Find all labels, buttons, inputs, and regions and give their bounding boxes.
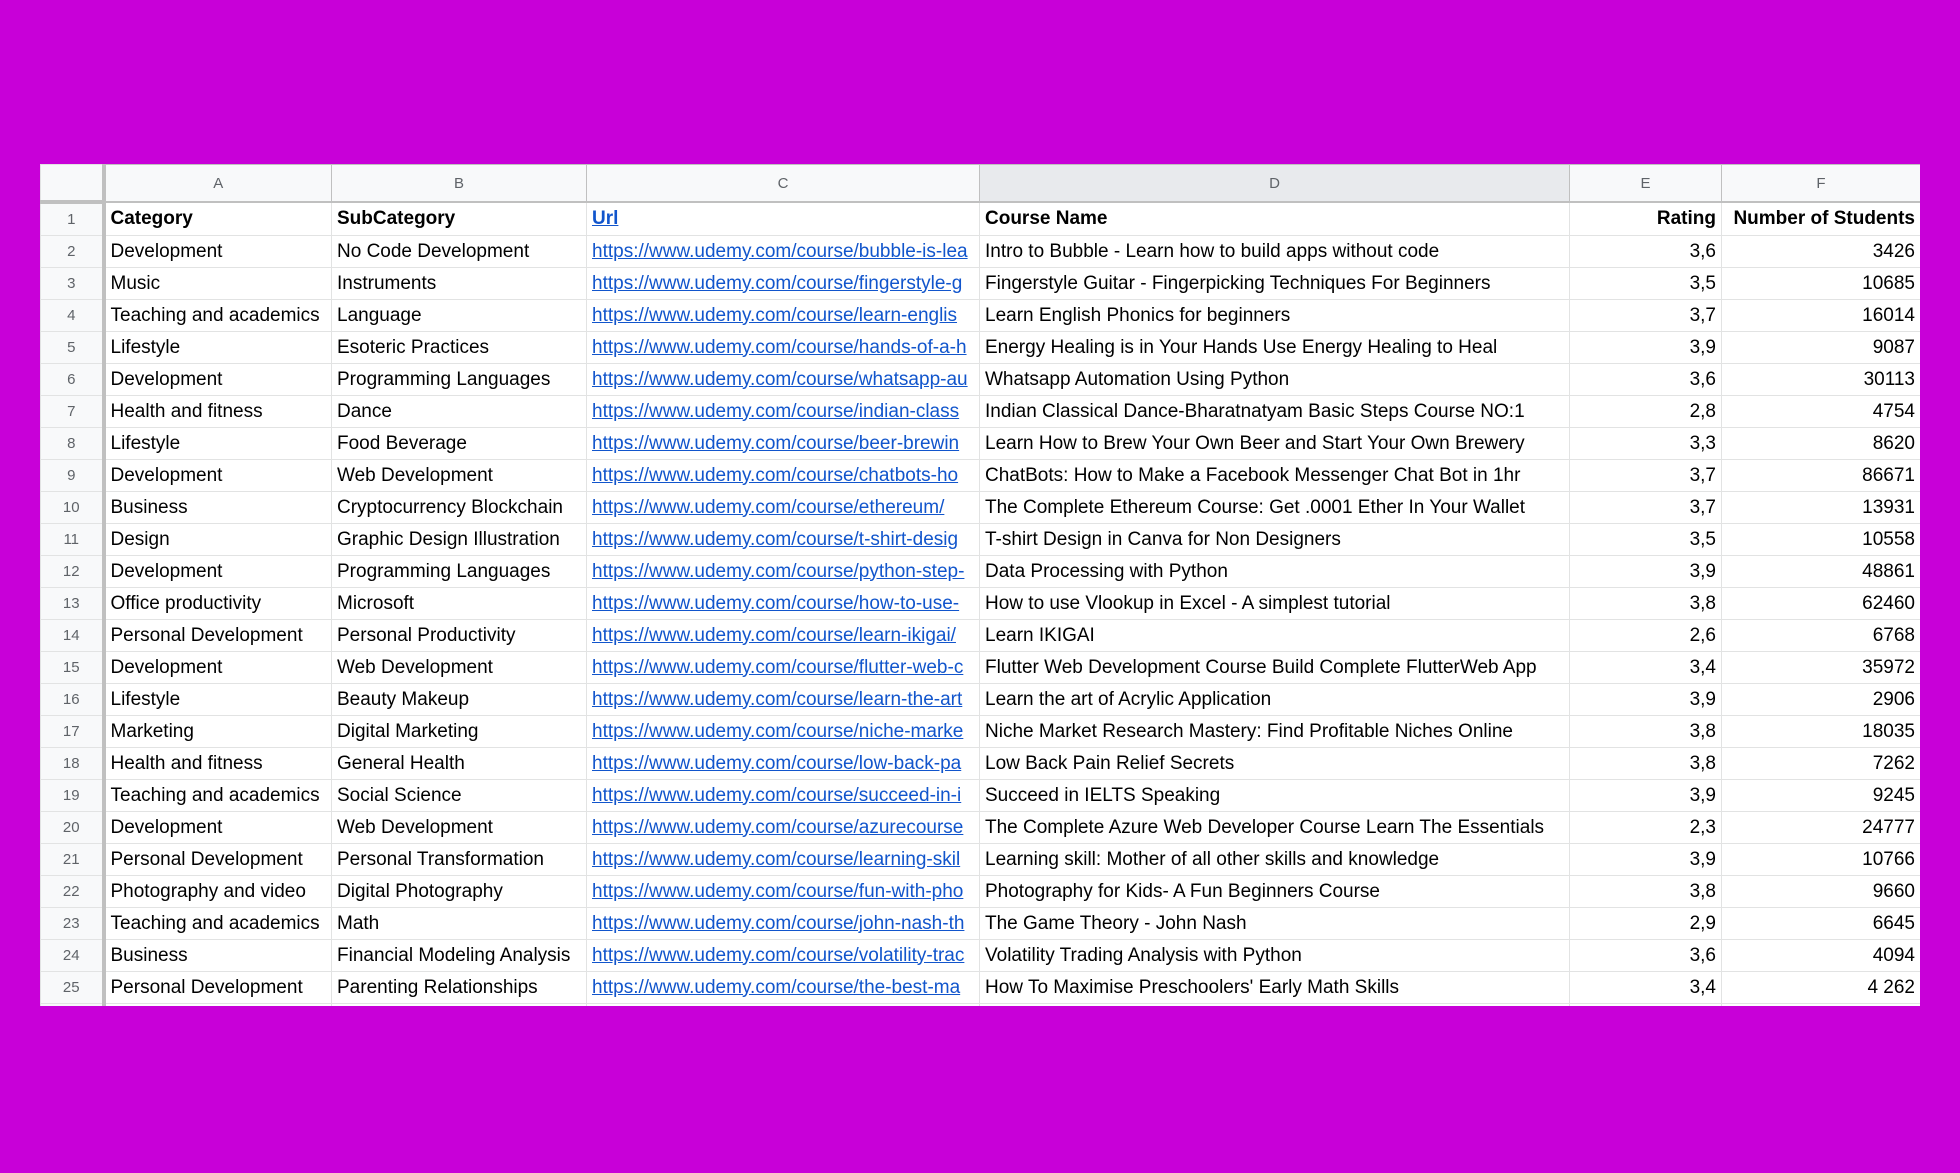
cell-category[interactable]: Business (104, 492, 332, 524)
cell-category[interactable]: Teaching and academics (104, 300, 332, 332)
cell-course-name[interactable]: T-shirt Design in Canva for Non Designers (980, 524, 1570, 556)
cell-url[interactable]: https://www.udemy.com/course/succeed-in-i (587, 780, 980, 812)
cell-url[interactable]: https://www.udemy.com/course/flutter-web-c (587, 652, 980, 684)
cell-subcategory[interactable]: Dance (332, 396, 587, 428)
cell-students[interactable]: 10766 (1722, 844, 1921, 876)
cell-url[interactable]: https://www.udemy.com/course/volatility-trac (587, 940, 980, 972)
cell-students[interactable]: 4094 (1722, 940, 1921, 972)
cell-course-name[interactable]: Succeed in IELTS Speaking (980, 780, 1570, 812)
row-number[interactable]: 19 (41, 780, 104, 812)
table-row (41, 1004, 1921, 1007)
cell-subcategory[interactable]: Esoteric Practices (332, 332, 587, 364)
cell-category[interactable]: Personal Development (104, 620, 332, 652)
row-number[interactable]: 12 (41, 556, 104, 588)
row-number[interactable]: 20 (41, 812, 104, 844)
cell-category[interactable]: Office productivity (104, 588, 332, 620)
cell-rating[interactable]: 3,4 (1570, 972, 1722, 1004)
cell-rating[interactable]: 3,6 (1570, 236, 1722, 268)
table-row (41, 492, 1921, 524)
cell-students[interactable]: 7262 (1722, 748, 1921, 780)
cell-rating[interactable]: 3,9 (1570, 332, 1722, 364)
cell-url[interactable]: https://www.udemy.com/course/niche-marke (587, 716, 980, 748)
table-row (41, 684, 1921, 716)
table-row (41, 972, 1921, 1004)
table-row (41, 524, 1921, 556)
row-number[interactable]: 25 (41, 972, 104, 1004)
header-cell-category[interactable]: Category (104, 202, 332, 236)
cell-subcategory[interactable]: Instruments (332, 268, 587, 300)
cell-students[interactable]: 6645 (1722, 908, 1921, 940)
cell-course-name[interactable]: Intro to Bubble - Learn how to build apps without code (980, 236, 1570, 268)
cell-subcategory[interactable]: Personal Productivity (332, 620, 587, 652)
cell-students[interactable]: 9660 (1722, 876, 1921, 908)
column-header-d[interactable]: D (980, 165, 1570, 203)
cell-url[interactable]: https://www.udemy.com/course/low-back-pa (587, 748, 980, 780)
cell-rating[interactable]: 3,8 (1570, 716, 1722, 748)
cell-course-name[interactable]: Fingerstyle Guitar - Fingerpicking Techniques For Beginners (980, 268, 1570, 300)
row-number[interactable]: 15 (41, 652, 104, 684)
cell-subcategory[interactable]: Math (332, 908, 587, 940)
row-number[interactable]: 16 (41, 684, 104, 716)
cell-subcategory[interactable]: No Code Development (332, 236, 587, 268)
cell-category[interactable]: Photography and video (104, 876, 332, 908)
row-number[interactable]: 9 (41, 460, 104, 492)
cell-subcategory[interactable]: Language (332, 300, 587, 332)
cell-category[interactable]: Business (104, 940, 332, 972)
empty-cell[interactable] (1722, 1004, 1921, 1007)
table-row (41, 844, 1921, 876)
cell-url[interactable]: https://www.udemy.com/course/fingerstyle-g (587, 268, 980, 300)
row-number[interactable]: 13 (41, 588, 104, 620)
row-number[interactable]: 24 (41, 940, 104, 972)
table-row (41, 300, 1921, 332)
cell-category[interactable]: Music (104, 268, 332, 300)
cell-rating[interactable]: 3,4 (1570, 652, 1722, 684)
table-row (41, 652, 1921, 684)
cell-subcategory[interactable]: Digital Marketing (332, 716, 587, 748)
cell-students[interactable]: 4754 (1722, 396, 1921, 428)
cell-subcategory[interactable]: Programming Languages (332, 556, 587, 588)
cell-subcategory[interactable]: Web Development (332, 460, 587, 492)
cell-subcategory[interactable]: Digital Photography (332, 876, 587, 908)
empty-cell[interactable] (980, 1004, 1570, 1007)
cell-rating[interactable]: 3,5 (1570, 268, 1722, 300)
data-table (40, 164, 1920, 1006)
cell-url[interactable]: https://www.udemy.com/course/whatsapp-au (587, 364, 980, 396)
cell-subcategory[interactable]: Social Science (332, 780, 587, 812)
cell-rating[interactable]: 3,9 (1570, 844, 1722, 876)
cell-course-name[interactable]: How to use Vlookup in Excel - A simplest tutorial (980, 588, 1570, 620)
cell-course-name[interactable]: The Complete Ethereum Course: Get .0001 Ether In Your Wallet (980, 492, 1570, 524)
cell-students[interactable]: 6768 (1722, 620, 1921, 652)
cell-url[interactable]: https://www.udemy.com/course/chatbots-ho (587, 460, 980, 492)
cell-course-name[interactable]: Niche Market Research Mastery: Find Profitable Niches Online (980, 716, 1570, 748)
cell-course-name[interactable]: Learning skill: Mother of all other skills and knowledge (980, 844, 1570, 876)
empty-cell[interactable] (332, 1004, 587, 1007)
cell-category[interactable]: Health and fitness (104, 396, 332, 428)
empty-cell[interactable] (1570, 1004, 1722, 1007)
cell-category[interactable]: Development (104, 364, 332, 396)
cell-rating[interactable]: 2,8 (1570, 396, 1722, 428)
cell-students[interactable]: 10685 (1722, 268, 1921, 300)
column-header-e[interactable]: E (1570, 165, 1722, 203)
cell-rating[interactable]: 3,8 (1570, 588, 1722, 620)
cell-course-name[interactable]: Flutter Web Development Course Build Complete FlutterWeb App (980, 652, 1570, 684)
cell-students[interactable]: 3426 (1722, 236, 1921, 268)
row-number[interactable]: 4 (41, 300, 104, 332)
cell-url[interactable]: https://www.udemy.com/course/how-to-use- (587, 588, 980, 620)
cell-course-name[interactable]: The Complete Azure Web Developer Course Learn The Essentials (980, 812, 1570, 844)
row-number[interactable]: 3 (41, 268, 104, 300)
cell-url[interactable]: https://www.udemy.com/course/azurecourse (587, 812, 980, 844)
cell-course-name[interactable]: Learn IKIGAI (980, 620, 1570, 652)
table-row (41, 236, 1921, 268)
cell-course-name[interactable]: Learn the art of Acrylic Application (980, 684, 1570, 716)
row-number[interactable]: 23 (41, 908, 104, 940)
cell-rating[interactable]: 3,8 (1570, 748, 1722, 780)
row-number[interactable]: 8 (41, 428, 104, 460)
row-number[interactable]: 17 (41, 716, 104, 748)
column-header-f[interactable]: F (1722, 165, 1921, 203)
table-row (41, 268, 1921, 300)
cell-students[interactable]: 4 262 (1722, 972, 1921, 1004)
table-row (41, 812, 1921, 844)
cell-students[interactable]: 16014 (1722, 300, 1921, 332)
cell-rating[interactable]: 3,7 (1570, 492, 1722, 524)
cell-subcategory[interactable]: Personal Transformation (332, 844, 587, 876)
header-cell-students[interactable]: Number of Students (1722, 202, 1921, 236)
cell-url[interactable]: https://www.udemy.com/course/python-step- (587, 556, 980, 588)
cell-students[interactable]: 8620 (1722, 428, 1921, 460)
cell-url[interactable]: https://www.udemy.com/course/learn-the-art (587, 684, 980, 716)
row-number[interactable]: 21 (41, 844, 104, 876)
row-number[interactable]: 7 (41, 396, 104, 428)
cell-course-name[interactable]: Energy Healing is in Your Hands Use Energy Healing to Heal (980, 332, 1570, 364)
cell-url[interactable]: https://www.udemy.com/course/t-shirt-desig (587, 524, 980, 556)
cell-url[interactable]: https://www.udemy.com/course/the-best-ma (587, 972, 980, 1004)
column-header-b[interactable]: B (332, 165, 587, 203)
cell-subcategory[interactable]: Programming Languages (332, 364, 587, 396)
cell-students[interactable]: 48861 (1722, 556, 1921, 588)
table-row (41, 780, 1921, 812)
cell-course-name[interactable]: Whatsapp Automation Using Python (980, 364, 1570, 396)
table-row (41, 908, 1921, 940)
cell-subcategory[interactable]: Cryptocurrency Blockchain (332, 492, 587, 524)
cell-students[interactable]: 35972 (1722, 652, 1921, 684)
row-number[interactable]: 6 (41, 364, 104, 396)
cell-url[interactable]: https://www.udemy.com/course/hands-of-a-h (587, 332, 980, 364)
cell-subcategory[interactable]: Web Development (332, 652, 587, 684)
table-row (41, 332, 1921, 364)
cell-rating[interactable]: 3,9 (1570, 556, 1722, 588)
column-header-a[interactable]: A (104, 165, 332, 203)
cell-rating[interactable]: 3,7 (1570, 460, 1722, 492)
cell-url[interactable]: https://www.udemy.com/course/fun-with-pho (587, 876, 980, 908)
cell-students[interactable]: 2906 (1722, 684, 1921, 716)
cell-category[interactable]: Lifestyle (104, 332, 332, 364)
cell-url[interactable]: https://www.udemy.com/course/learn-englis (587, 300, 980, 332)
table-row (41, 588, 1921, 620)
cell-course-name[interactable]: Photography for Kids- A Fun Beginners Course (980, 876, 1570, 908)
cell-category[interactable]: Teaching and academics (104, 908, 332, 940)
cell-url[interactable]: https://www.udemy.com/course/john-nash-th (587, 908, 980, 940)
cell-course-name[interactable]: Learn How to Brew Your Own Beer and Start Your Own Brewery (980, 428, 1570, 460)
cell-rating[interactable]: 3,6 (1570, 364, 1722, 396)
table-row (41, 940, 1921, 972)
cell-rating[interactable]: 3,5 (1570, 524, 1722, 556)
cell-rating[interactable]: 2,9 (1570, 908, 1722, 940)
table-row (41, 620, 1921, 652)
header-row (41, 202, 1921, 236)
cell-subcategory[interactable]: Food Beverage (332, 428, 587, 460)
cell-students[interactable]: 10558 (1722, 524, 1921, 556)
cell-subcategory[interactable]: Beauty Makeup (332, 684, 587, 716)
empty-cell[interactable] (587, 1004, 980, 1007)
cell-students[interactable]: 62460 (1722, 588, 1921, 620)
cell-category[interactable]: Lifestyle (104, 428, 332, 460)
cell-course-name[interactable]: ChatBots: How to Make a Facebook Messenger Chat Bot in 1hr (980, 460, 1570, 492)
cell-url[interactable]: https://www.udemy.com/course/indian-class (587, 396, 980, 428)
header-cell-rating[interactable]: Rating (1570, 202, 1722, 236)
cell-students[interactable]: 9245 (1722, 780, 1921, 812)
cell-url[interactable]: https://www.udemy.com/course/ethereum/ (587, 492, 980, 524)
cell-rating[interactable]: 2,6 (1570, 620, 1722, 652)
cell-subcategory[interactable]: Parenting Relationships (332, 972, 587, 1004)
cell-subcategory[interactable]: Web Development (332, 812, 587, 844)
row-number[interactable]: 18 (41, 748, 104, 780)
cell-category[interactable]: Development (104, 236, 332, 268)
table-row (41, 428, 1921, 460)
cell-students[interactable]: 86671 (1722, 460, 1921, 492)
cell-course-name[interactable]: How To Maximise Preschoolers' Early Math Skills (980, 972, 1570, 1004)
cell-rating[interactable]: 2,3 (1570, 812, 1722, 844)
cell-category[interactable]: Health and fitness (104, 748, 332, 780)
cell-students[interactable]: 18035 (1722, 716, 1921, 748)
cell-rating[interactable]: 3,7 (1570, 300, 1722, 332)
header-cell-course-name[interactable]: Course Name (980, 202, 1570, 236)
cell-rating[interactable]: 3,3 (1570, 428, 1722, 460)
row-number[interactable]: 1 (41, 202, 104, 236)
table-row (41, 364, 1921, 396)
column-header-c[interactable]: C (587, 165, 980, 203)
header-cell-url[interactable]: Url (587, 202, 980, 236)
row-number[interactable]: 2 (41, 236, 104, 268)
cell-course-name[interactable]: Data Processing with Python (980, 556, 1570, 588)
cell-category[interactable]: Design (104, 524, 332, 556)
empty-cell[interactable] (104, 1004, 332, 1007)
cell-subcategory[interactable]: Graphic Design Illustration (332, 524, 587, 556)
row-number[interactable]: 11 (41, 524, 104, 556)
cell-course-name[interactable]: Indian Classical Dance-Bharatnatyam Basic Steps Course NO:1 (980, 396, 1570, 428)
cell-url[interactable]: https://www.udemy.com/course/beer-brewin (587, 428, 980, 460)
cell-students[interactable]: 13931 (1722, 492, 1921, 524)
cell-category[interactable]: Lifestyle (104, 684, 332, 716)
cell-students[interactable]: 30113 (1722, 364, 1921, 396)
cell-category[interactable]: Personal Development (104, 972, 332, 1004)
table-row (41, 396, 1921, 428)
cell-rating[interactable]: 3,9 (1570, 684, 1722, 716)
cell-subcategory[interactable]: Financial Modeling Analysis (332, 940, 587, 972)
cell-category[interactable]: Marketing (104, 716, 332, 748)
cell-url[interactable]: https://www.udemy.com/course/learning-skil (587, 844, 980, 876)
column-header-row (41, 165, 1921, 203)
cell-subcategory[interactable]: General Health (332, 748, 587, 780)
table-row (41, 876, 1921, 908)
table-row (41, 460, 1921, 492)
cell-category[interactable]: Teaching and academics (104, 780, 332, 812)
table-row (41, 716, 1921, 748)
cell-course-name[interactable]: Learn English Phonics for beginners (980, 300, 1570, 332)
cell-category[interactable]: Personal Development (104, 844, 332, 876)
cell-course-name[interactable]: Low Back Pain Relief Secrets (980, 748, 1570, 780)
spreadsheet-grid (40, 164, 1920, 1006)
cell-course-name[interactable]: Volatility Trading Analysis with Python (980, 940, 1570, 972)
cell-category[interactable]: Development (104, 460, 332, 492)
table-row (41, 748, 1921, 780)
cell-category[interactable]: Development (104, 812, 332, 844)
row-number[interactable]: 5 (41, 332, 104, 364)
cell-students[interactable]: 24777 (1722, 812, 1921, 844)
table-row (41, 556, 1921, 588)
cell-url[interactable]: https://www.udemy.com/course/bubble-is-lea (587, 236, 980, 268)
cell-students[interactable]: 9087 (1722, 332, 1921, 364)
header-cell-subcategory[interactable]: SubCategory (332, 202, 587, 236)
cell-rating[interactable]: 3,6 (1570, 940, 1722, 972)
row-number[interactable]: 14 (41, 620, 104, 652)
cell-category[interactable]: Development (104, 556, 332, 588)
cell-course-name[interactable]: The Game Theory - John Nash (980, 908, 1570, 940)
cell-url[interactable]: https://www.udemy.com/course/learn-ikigai/ (587, 620, 980, 652)
row-number[interactable]: 22 (41, 876, 104, 908)
cell-rating[interactable]: 3,8 (1570, 876, 1722, 908)
select-all-corner[interactable] (41, 165, 104, 203)
row-number[interactable] (41, 1004, 104, 1007)
cell-rating[interactable]: 3,9 (1570, 780, 1722, 812)
cell-category[interactable]: Development (104, 652, 332, 684)
cell-subcategory[interactable]: Microsoft (332, 588, 587, 620)
row-number[interactable]: 10 (41, 492, 104, 524)
